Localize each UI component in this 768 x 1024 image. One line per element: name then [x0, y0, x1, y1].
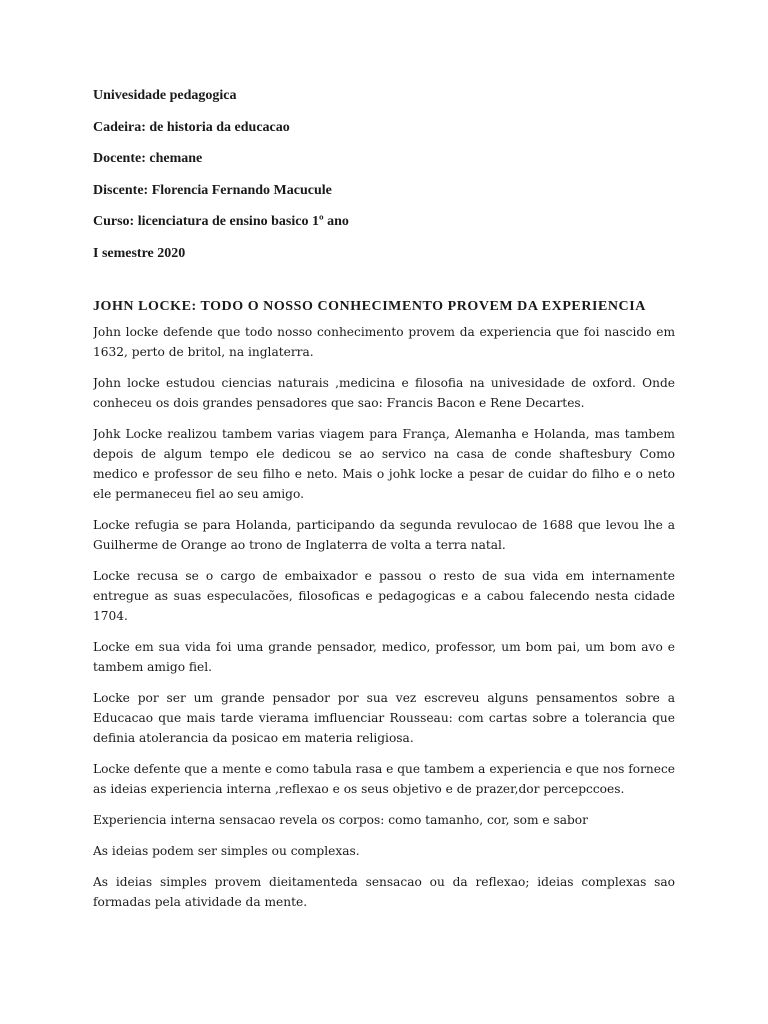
spacer: [93, 269, 675, 291]
paragraph-line: depois de algum tempo ele dedicou se ao servico na casa de conde shaftesbury Como: [93, 447, 675, 461]
body-paragraph: [93, 637, 675, 677]
body-paragraph: [93, 566, 675, 626]
paragraph-line: as ideias experiencia interna ,reflexao e os seus objetivo e de prazer,dor percepccoes.: [93, 782, 625, 796]
body-paragraphs: [93, 322, 675, 912]
body-paragraph: [93, 759, 675, 799]
paragraph-line: entregue as suas especulacões, filosoficas e pedagogicas e a cabou falecendo nesta cidade: [93, 589, 675, 603]
body-paragraph: [93, 872, 675, 912]
document-title: JOHN LOCKE: TODO O NOSSO CONHECIMENTO PROVEM DA EXPERIENCIA: [93, 299, 646, 314]
semester-line: I semestre 2020: [93, 245, 186, 261]
paragraph-line: Guilherme de Orange ao trono de Inglaterra de volta a terra natal.: [93, 538, 506, 552]
paragraph-line: John locke defende que todo nosso conhecimento provem da experiencia que foi nascido em: [93, 325, 675, 339]
paragraph-line: Locke por ser um grande pensador por sua vez escreveu alguns pensamentos sobre a: [93, 691, 675, 705]
paragraph-line: John locke estudou ciencias naturais ,medicina e filosofia na univesidade de oxford. Onde: [93, 376, 675, 390]
body-paragraph: [93, 424, 675, 504]
paragraph-line: 1704.: [93, 609, 128, 623]
paragraph-line: ele permaneceu fiel ao seu amigo.: [93, 487, 304, 501]
paragraph-line: conheceu os dois grandes pensadores que sao: Francis Bacon e Rene Decartes.: [93, 396, 585, 410]
paragraph-line: formadas pela atividade da mente.: [93, 895, 308, 909]
paragraph-line: Locke defente que a mente e como tabula rasa e que tambem a experiencia e que nos fornece: [93, 762, 675, 776]
paragraph-line: definia atolerancia da posicao em materia religiosa.: [93, 731, 414, 745]
body-paragraph: [93, 322, 675, 362]
subject-line: Cadeira: de historia da educacao: [93, 119, 290, 135]
paragraph-line: As ideias simples provem dieitamenteda sensacao ou da reflexao; ideias complexas sao: [93, 875, 675, 889]
body-paragraph: [93, 688, 675, 748]
university-line: Univesidade pedagogica: [93, 88, 237, 103]
body-paragraph: [93, 841, 675, 861]
paragraph-line: Locke em sua vida foi uma grande pensador, medico, professor, um bom pai, um bom avo e: [93, 640, 675, 654]
document-content: [93, 80, 675, 923]
teacher-line: Docente: chemane: [93, 151, 203, 166]
paragraph-line: As ideias podem ser simples ou complexas.: [93, 844, 360, 858]
paragraph-line: Locke refugia se para Holanda, participando da segunda revulocao de 1688 que levou lhe a: [93, 518, 675, 532]
paragraph-line: Locke recusa se o cargo de embaixador e passou o resto de sua vida em internamente: [93, 569, 675, 583]
paragraph-line: medico e professor de seu filho e neto. Mais o johk locke a pesar de cuidar do filho e o neto: [93, 467, 675, 481]
body-paragraph: [93, 373, 675, 413]
paragraph-line: Johk Locke realizou tambem varias viagem para França, Alemanha e Holanda, mas tambem: [93, 427, 675, 441]
course-line: Curso: licenciatura de ensino basico 1º ano: [93, 214, 349, 229]
paragraph-line: 1632, perto de britol, na inglaterra.: [93, 345, 314, 359]
paragraph-line: tambem amigo fiel.: [93, 660, 213, 674]
body-paragraph: [93, 810, 675, 830]
student-line: Discente: Florencia Fernando Macucule: [93, 182, 332, 198]
body-paragraph: [93, 515, 675, 555]
paragraph-line: Educacao que mais tarde vierama imfluenciar Rousseau: com cartas sobre a tolerancia que: [93, 711, 675, 725]
paragraph-line: Experiencia interna sensacao revela os corpos: como tamanho, cor, som e sabor: [93, 813, 588, 827]
